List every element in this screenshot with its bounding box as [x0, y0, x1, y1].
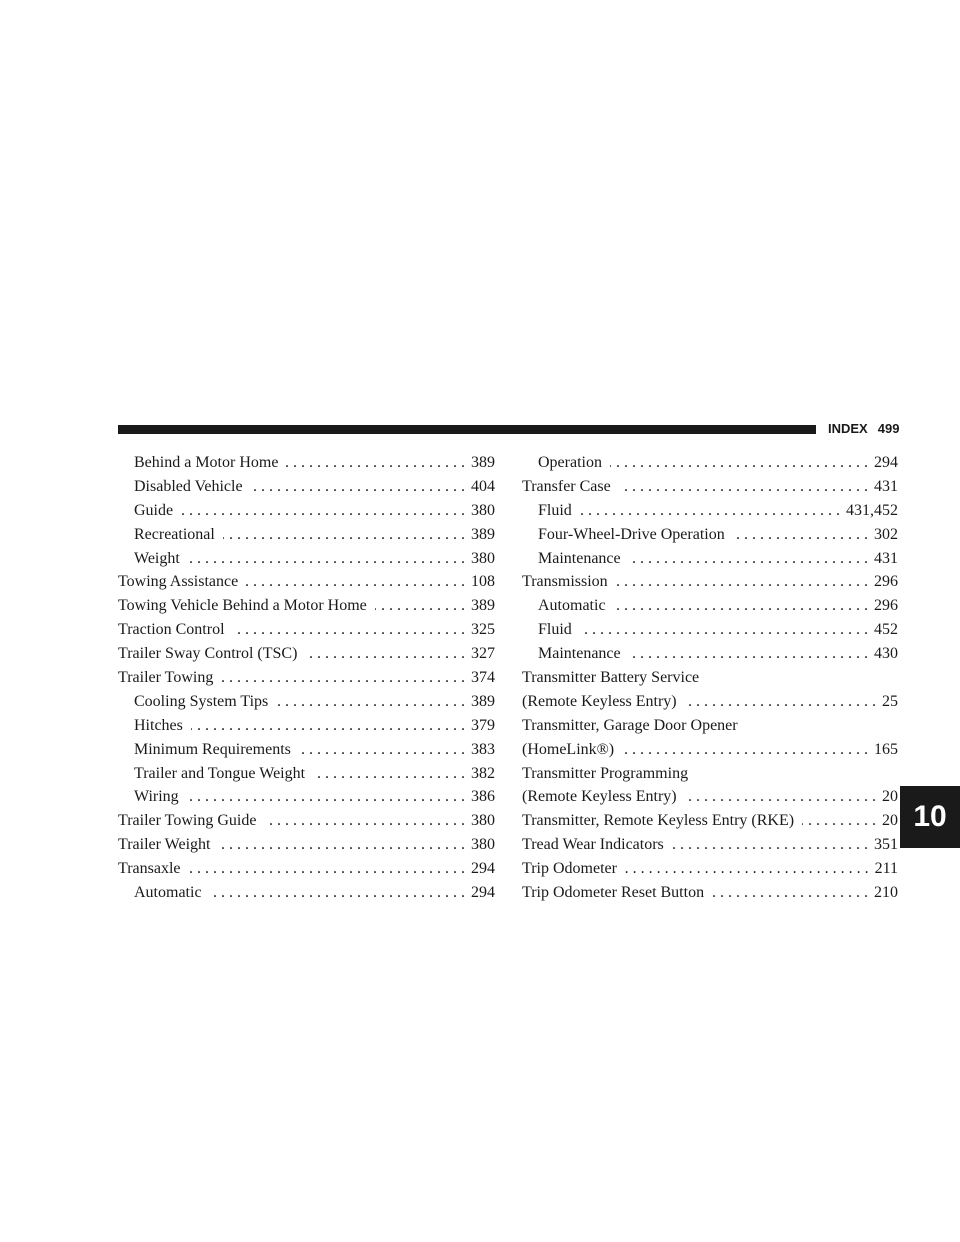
- index-entry: [118, 714, 495, 738]
- entry-label: Automatic: [538, 597, 606, 615]
- index-entry: [522, 451, 898, 475]
- entry-label: Tread Wear Indicators: [522, 836, 664, 854]
- dot-leader: [210, 881, 465, 905]
- dot-leader: [313, 762, 465, 786]
- index-entry: [118, 547, 495, 571]
- index-entry: [522, 785, 898, 809]
- dot-leader: [276, 690, 465, 714]
- entry-page-number: 210: [874, 884, 898, 902]
- entry-page-number: 296: [874, 573, 898, 591]
- entry-label: Towing Vehicle Behind a Motor Home: [118, 597, 367, 615]
- dot-leader: [685, 785, 876, 809]
- index-entry: [522, 857, 898, 881]
- entry-page-number: 351: [874, 836, 898, 854]
- entry-page-number: 382: [471, 764, 495, 782]
- dot-leader: [188, 547, 465, 571]
- index-entry: [118, 642, 495, 666]
- entry-label: Operation: [538, 454, 602, 471]
- entry-label: Trailer Weight: [118, 836, 211, 854]
- entry-label: Trailer Towing Guide: [118, 812, 257, 830]
- entry-page-number: 211: [874, 860, 898, 878]
- index-entry: [522, 594, 898, 618]
- dot-leader: [299, 738, 465, 762]
- dot-leader: [264, 809, 465, 833]
- entry-page-number: 325: [471, 621, 495, 639]
- index-entry: [118, 618, 495, 642]
- header-rule: [118, 425, 816, 434]
- dot-leader: [221, 666, 465, 690]
- index-column-right: [522, 451, 898, 905]
- dot-leader: [616, 570, 868, 594]
- entry-page-number: 430: [874, 645, 898, 663]
- entry-label: Transmitter, Remote Keyless Entry (RKE): [522, 812, 795, 830]
- entry-label: Behind a Motor Home: [134, 454, 279, 471]
- entry-label: Trip Odometer: [522, 860, 617, 878]
- entry-page-number: 404: [471, 477, 495, 495]
- entry-page-number: 294: [471, 860, 495, 878]
- entry-page-number: 431: [874, 477, 898, 495]
- index-entry: [118, 594, 495, 618]
- dot-leader: [305, 642, 465, 666]
- dot-leader: [610, 451, 868, 475]
- index-entry: [522, 547, 898, 571]
- entry-label: Cooling System Tips: [134, 692, 269, 710]
- entry-page-number: 294: [471, 884, 495, 902]
- entry-page-number: 20: [882, 788, 898, 806]
- entry-label: Fluid: [538, 501, 572, 519]
- index-entry: [118, 881, 495, 905]
- entry-label: Fluid: [538, 621, 572, 639]
- entry-page-number: 431: [874, 549, 898, 567]
- index-entry: [118, 666, 495, 690]
- index-entry: [118, 857, 495, 881]
- entry-label: Transmitter, Garage Door Opener: [522, 716, 738, 734]
- entry-label: Traction Control: [118, 621, 225, 639]
- index-entry: [118, 690, 495, 714]
- entry-page-number: 20: [882, 812, 898, 830]
- index-entry: [522, 738, 898, 762]
- index-entry: [118, 809, 495, 833]
- entry-page-number: 25: [882, 692, 898, 710]
- entry-label: Hitches: [134, 716, 183, 734]
- entry-page-number: 389: [471, 692, 495, 710]
- index-entry: [522, 618, 898, 642]
- entry-page-number: 389: [471, 597, 495, 615]
- dot-leader: [580, 499, 840, 523]
- entry-label: Maintenance: [538, 549, 621, 567]
- entry-label: (Remote Keyless Entry): [522, 692, 677, 710]
- dot-leader: [629, 547, 868, 571]
- index-entry: [522, 642, 898, 666]
- entry-label: Trailer Towing: [118, 669, 214, 687]
- entry-label: Transmission: [522, 573, 608, 591]
- entry-label: Transmitter Programming: [522, 764, 689, 782]
- entry-page-number: 374: [471, 669, 495, 687]
- entry-page-number: 302: [874, 525, 898, 543]
- index-entry: [522, 666, 898, 690]
- entry-page-number: 389: [471, 525, 495, 543]
- entry-label: Transaxle: [118, 860, 181, 878]
- index-entry: [118, 570, 495, 594]
- entry-label: Trip Odometer Reset Button: [522, 884, 705, 902]
- entry-page-number: 108: [471, 573, 495, 591]
- dot-leader: [622, 738, 868, 762]
- entry-label: Weight: [134, 549, 180, 567]
- entry-label: Towing Assistance: [118, 573, 239, 591]
- entry-page-number: 380: [471, 812, 495, 830]
- entry-label: Automatic: [134, 884, 202, 902]
- index-entry: [522, 690, 898, 714]
- dot-leader: [218, 833, 465, 857]
- entry-label: (HomeLink®): [522, 740, 615, 758]
- entry-page-number: 431,452: [846, 501, 898, 519]
- dot-leader: [802, 809, 876, 833]
- index-entry: [118, 833, 495, 857]
- entry-label: Minimum Requirements: [134, 740, 291, 758]
- dot-leader: [614, 594, 868, 618]
- entry-label: Trailer Sway Control (TSC): [118, 645, 298, 663]
- entry-page-number: 383: [471, 740, 495, 758]
- entry-page-number: 380: [471, 549, 495, 567]
- index-entry: [118, 762, 495, 786]
- index-entry: [522, 523, 898, 547]
- entry-page-number: 452: [874, 621, 898, 639]
- dot-leader: [733, 523, 868, 547]
- dot-leader: [181, 499, 465, 523]
- entry-label: Recreational: [134, 525, 215, 543]
- index-column-left: [118, 451, 495, 905]
- index-entry: [522, 570, 898, 594]
- dot-leader: [375, 594, 465, 618]
- entry-page-number: 165: [874, 740, 898, 758]
- dot-leader: [187, 785, 465, 809]
- dot-leader: [286, 451, 465, 475]
- dot-leader: [580, 618, 868, 642]
- entry-page-number: 379: [471, 716, 495, 734]
- index-entry: [118, 523, 495, 547]
- entry-label: Transfer Case: [522, 477, 611, 495]
- dot-leader: [189, 857, 465, 881]
- chapter-tab[interactable]: 10: [900, 786, 960, 848]
- index-entry: [522, 475, 898, 499]
- entry-label: Guide: [134, 501, 174, 519]
- entry-label: Maintenance: [538, 645, 621, 663]
- dot-leader: [246, 570, 465, 594]
- entry-label: Four-Wheel-Drive Operation: [538, 525, 725, 543]
- section-title: INDEX: [828, 421, 868, 436]
- running-header: [828, 421, 899, 436]
- dot-leader: [625, 857, 869, 881]
- index-entry: [118, 738, 495, 762]
- entry-page-number: 327: [471, 645, 495, 663]
- index-entry: [118, 785, 495, 809]
- entry-label: Wiring: [134, 788, 179, 806]
- entry-page-number: 380: [471, 501, 495, 519]
- entry-page-number: 296: [874, 597, 898, 615]
- index-entry: [522, 714, 898, 738]
- dot-leader: [672, 833, 868, 857]
- dot-leader: [629, 642, 868, 666]
- entry-label: Transmitter Battery Service: [522, 669, 700, 687]
- entry-label: Trailer and Tongue Weight: [134, 764, 306, 782]
- index-entry: [522, 499, 898, 523]
- entry-label: Disabled Vehicle: [134, 477, 243, 495]
- entry-label: (Remote Keyless Entry): [522, 788, 677, 806]
- entry-page-number: 294: [874, 454, 898, 471]
- entry-page-number: 380: [471, 836, 495, 854]
- dot-leader: [191, 714, 465, 738]
- dot-leader: [619, 475, 868, 499]
- entry-page-number: 389: [471, 454, 495, 471]
- index-entry: [118, 499, 495, 523]
- index-entry: [522, 833, 898, 857]
- index-entry: [522, 881, 898, 905]
- dot-leader: [223, 523, 465, 547]
- dot-leader: [685, 690, 876, 714]
- dot-leader: [712, 881, 868, 905]
- index-entry: [522, 809, 898, 833]
- index-entry: [522, 762, 898, 786]
- index-entry: [118, 475, 495, 499]
- dot-leader: [251, 475, 465, 499]
- index-entry: [118, 451, 495, 475]
- entry-page-number: 386: [471, 788, 495, 806]
- dot-leader: [233, 618, 465, 642]
- page-number: 499: [877, 421, 900, 436]
